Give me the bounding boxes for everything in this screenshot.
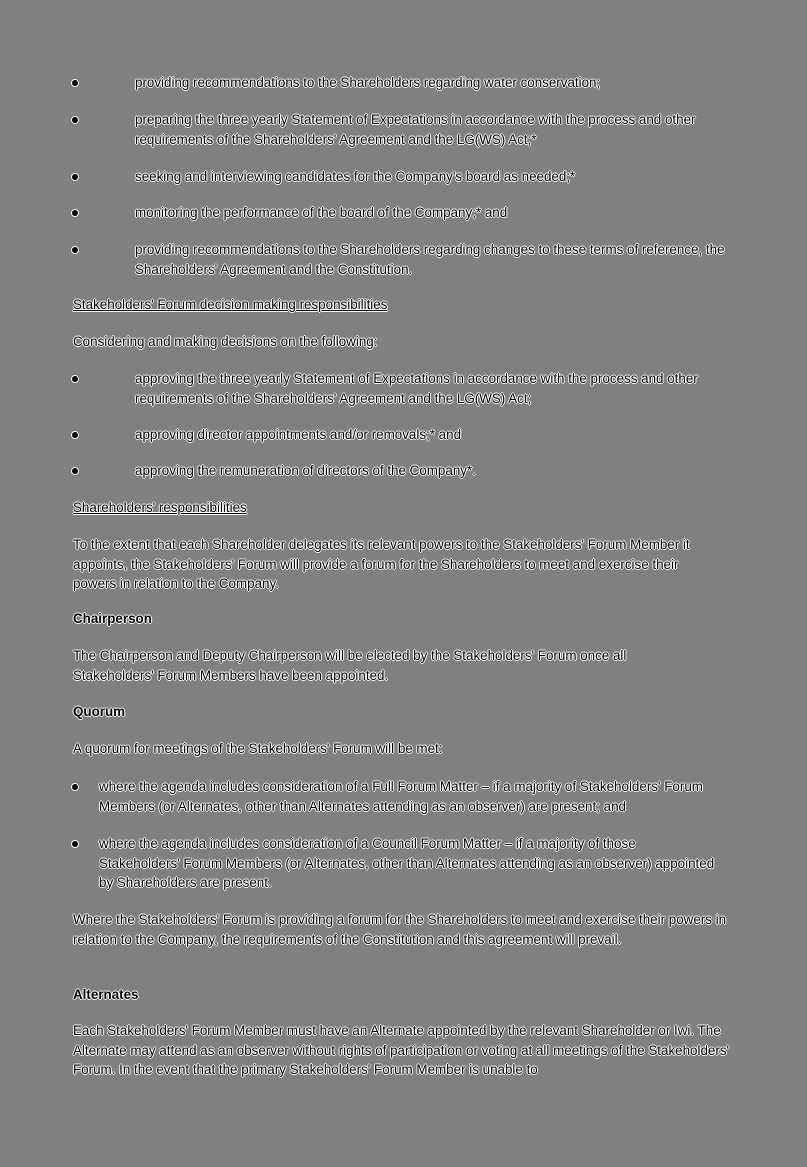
shareholders-body: To the extent that each Shareholder delegates its relevant powers to the Stakeholders' Forum Member it appoints, the Stakeholders' Forum will provide a forum for the Shareholders to meet and exercise their powers in relation to the Company. — [73, 537, 690, 591]
list-item: seeking and interviewing candidates for the Company's board as needed;* — [135, 169, 576, 184]
bullet-icon — [72, 432, 78, 438]
bullet-icon — [72, 468, 78, 474]
bullet-icon — [72, 841, 78, 847]
quorum-closing: Where the Stakeholders' Forum is providing a forum for the Shareholders to meet and exercise their powers in relation to the Company, the requirements of the Constitution and this agreement will prevail. — [73, 912, 727, 947]
alternates-body: Each Stakeholders' Forum Member must have an Alternate appointed by the relevant Shareholder or Iwi. The Alternate may attend as an observer without rights of participation or voting at all meetings of the Stakeholders' Forum. In the event that the primary Stakeholders' Forum Member is unable to — [73, 1023, 730, 1077]
list-item: monitoring the performance of the board of the Company;* and — [135, 205, 508, 220]
list-item: approving director appointments and/or removals;* and — [135, 427, 462, 442]
decision-intro: Considering and making decisions on the following: — [73, 334, 378, 349]
section-heading-shareholders: Shareholders' responsibilities — [73, 500, 247, 515]
list-item: where the agenda includes consideration of a Council Forum Matter – if a majority of those Stakeholders' Forum Members (or Alternates, other than Alternates attending as an observer) appointed by Shareholders are present. — [99, 836, 715, 890]
list-item: where the agenda includes consideration of a Full Forum Matter – if a majority of Stakeholders' Forum Members (or Alternates, other than Alternates attending as an observer) are present; and — [99, 779, 703, 814]
section-heading-quorum: Quorum — [73, 704, 126, 719]
chairperson-body: The Chairperson and Deputy Chairperson will be elected by the Stakeholders' Forum once all Stakeholders' Forum Members have been appointed. — [73, 648, 627, 683]
section-heading-chairperson: Chairperson — [73, 611, 152, 626]
list-item: preparing the three yearly Statement of Expectations in accordance with the process and other requirements of the Shareholders' Agreement and the LG(WS) Act;* — [135, 112, 696, 147]
bullet-icon — [72, 210, 78, 216]
bullet-icon — [72, 174, 78, 180]
list-item: providing recommendations to the Shareholders regarding changes to these terms of reference, the Shareholders' Agreement and the Constitution. — [135, 242, 725, 277]
bullet-icon — [72, 80, 78, 86]
section-heading-alternates: Alternates — [73, 987, 139, 1002]
quorum-intro: A quorum for meetings of the Stakeholders' Forum will be met: — [73, 741, 443, 756]
section-heading-decision: Stakeholders' Forum decision making responsibilities — [73, 297, 388, 312]
bullet-icon — [72, 247, 78, 253]
list-item: approving the three yearly Statement of Expectations in accordance with the process and other requirements of the Shareholders' Agreement and the LG(WS) Act; — [135, 371, 698, 406]
bullet-icon — [72, 784, 78, 790]
list-item: providing recommendations to the Shareholders regarding water conservation; — [135, 75, 601, 90]
bullet-icon — [72, 376, 78, 382]
bullet-icon — [72, 117, 78, 123]
list-item: approving the remuneration of directors of the Company*. — [135, 463, 476, 478]
